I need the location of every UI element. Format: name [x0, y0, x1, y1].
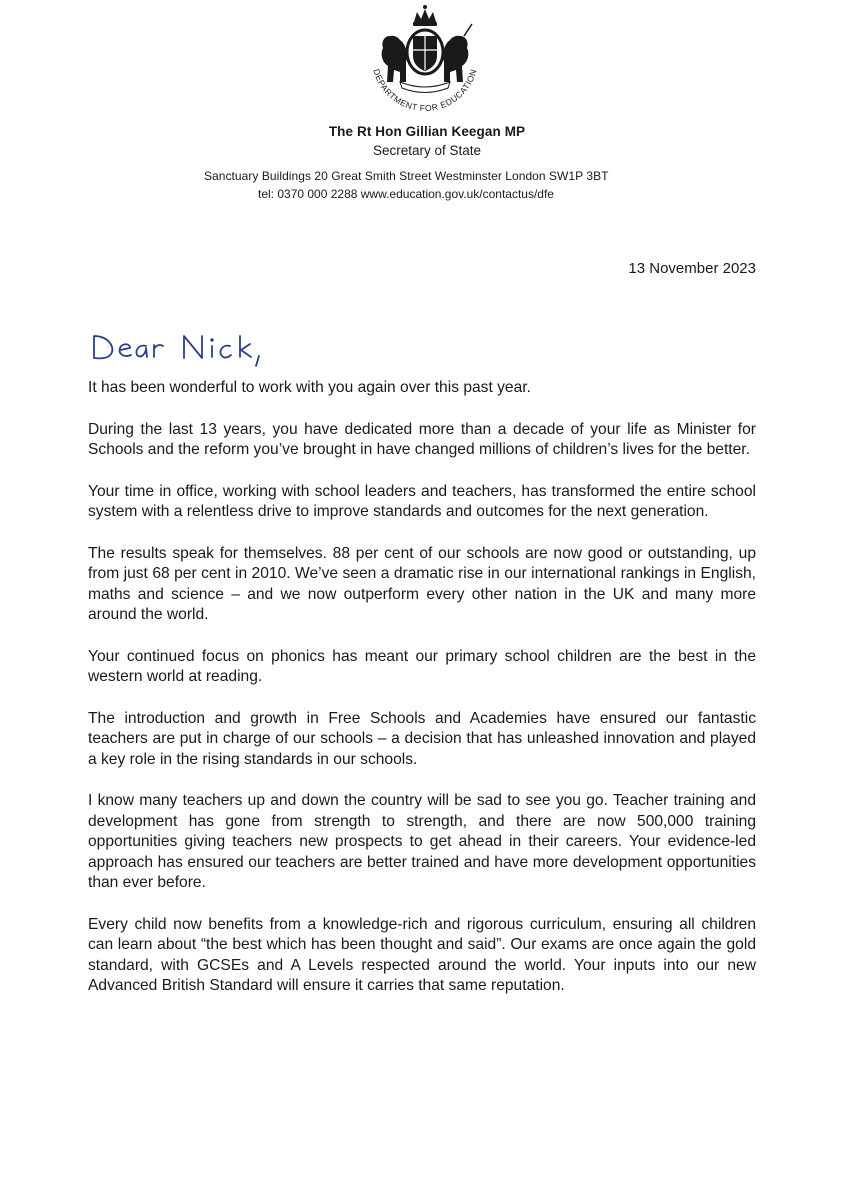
- paragraph: The introduction and growth in Free Schools and Academies have ensured our fantastic teachers are put in charge of our schools – a decision that has unleashed innovation and played a key role in the rising standards in our schools.: [88, 709, 756, 768]
- royal-crest-logo: [360, 0, 490, 118]
- paragraph: I know many teachers up and down the country will be sad to see you go. Teacher training and development has gone from strength to strength, and there are now 500,000 training opportunities giving teachers new prospects to get ahead in their careers. Your evidence-led approach has ensured our teachers are better trained and have more development opportunities than ever before.: [88, 792, 756, 891]
- sender-role: Secretary of State: [372, 143, 482, 158]
- paragraph: The results speak for themselves. 88 per cent of our schools are now good or outstanding, up from just 68 per cent in 2010. We’ve seen a dramatic rise in our international rankings in English, maths and science – and we now outperform every other nation in the UK and many more around the world.: [88, 544, 756, 623]
- paragraph: Your continued focus on phonics has meant our primary school children are the best in the western world at reading.: [88, 647, 756, 685]
- handwritten-salutation: [88, 326, 328, 374]
- paragraph: Every child now benefits from a knowledge-rich and rigorous curriculum, ensuring all children can learn about “the best which has been thought and said”. Our exams are once again the gold standard, with GCSEs and A Levels respected around the world. Your inputs into our new Advanced British Standard will ensure it carries that same reputation.: [88, 915, 756, 994]
- sender-address: Sanctuary Buildings 20 Great Smith Street Westminster London SW1P 3BT: [204, 169, 609, 183]
- letter-body: [88, 378, 756, 1018]
- svg-text:DEPARTMENT FOR EDUCATION: DEPARTMENT FOR EDUCATION: [371, 67, 479, 114]
- paragraph: It has been wonderful to work with you again over this past year.: [88, 379, 531, 396]
- letter-date: 13 November 2023: [628, 260, 756, 277]
- sender-name: The Rt Hon Gillian Keegan MP: [328, 124, 526, 139]
- sender-contact: tel: 0370 000 2288 www.education.gov.uk/contactus/dfe: [258, 187, 554, 201]
- paragraph: Your time in office, working with school leaders and teachers, has transformed the entire school system with a relentless drive to improve standards and outcomes for the next generation.: [88, 482, 756, 520]
- paragraph: During the last 13 years, you have dedicated more than a decade of your life as Minister for Schools and the reform you’ve brought in have changed millions of children’s lives for the better.: [88, 420, 756, 458]
